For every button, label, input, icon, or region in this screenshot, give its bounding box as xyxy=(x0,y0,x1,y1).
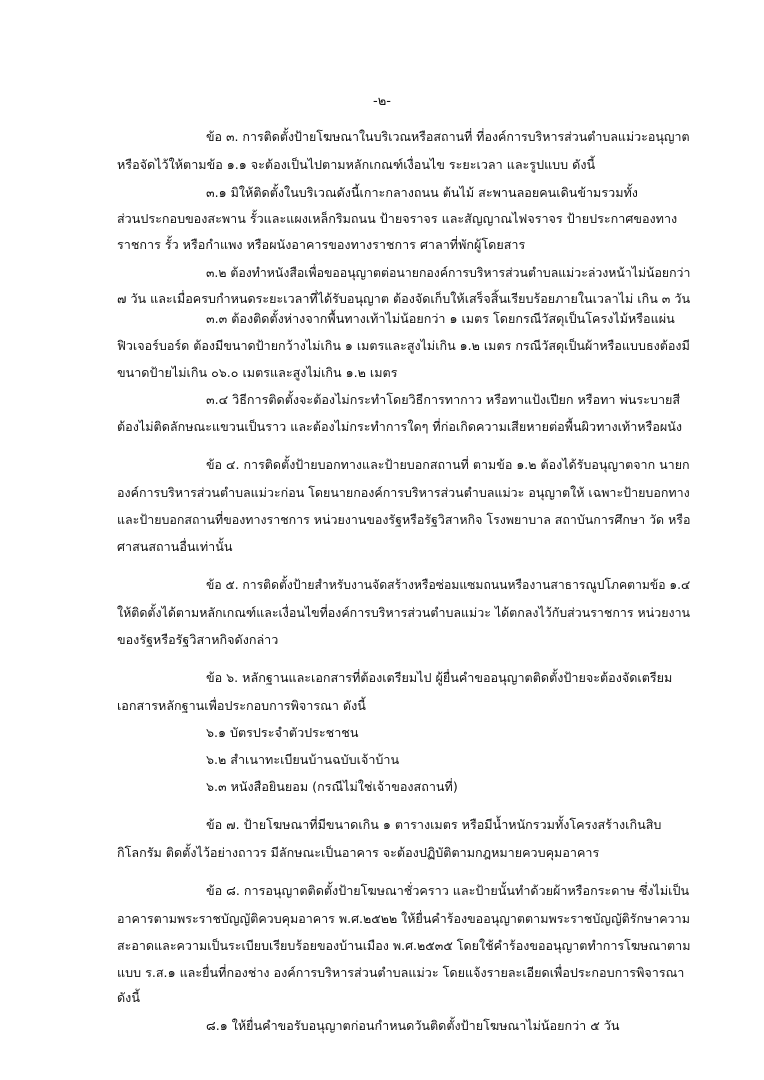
clause-3-3-line-2: ฟิวเจอร์บอร์ด ต้องมีขนาดป้ายกว้างไม่เกิน ๑ เมตรและสูงไม่เกิน ๑.๒ เมตร กรณีวัสดุเป็นผ้าหรือแบบธงต้องมี xyxy=(117,338,690,353)
clause-3-1-line-3: ราชการ รั้ว หรือกำแพง หรือผนังอาคารของทางราชการ ศาลาที่พักผู้โดยสาร xyxy=(117,237,526,252)
clause-3-1-line-1: ๓.๑ มิให้ติดตั้งในบริเวณดังนี้เกาะกลางถนน ต้นไม้ สะพานลอยคนเดินข้ามรวมทั้ง xyxy=(206,185,638,200)
page-number: -๒- xyxy=(373,94,391,109)
clause-4-line-3: และป้ายบอกสถานที่ของทางราชการ หน่วยงานของรัฐหรือรัฐวิสาหกิจ โรงพยาบาล สถาบันการศึกษา วัด หรือ xyxy=(117,512,691,527)
clause-3-line-1: ข้อ ๓. การติดตั้งป้ายโฆษณาในบริเวณหรือสถานที่ ที่องค์การบริหารส่วนตำบลแม่วะอนุญาต xyxy=(206,129,690,144)
clause-5-line-1: ข้อ ๕. การติดตั้งป้ายสำหรับงานจัดสร้างหรือซ่อมแซมถนนหรืองานสาธารณูปโภคตามข้อ ๑.๔ xyxy=(206,577,691,592)
clause-8-line-3: สะอาดและความเป็นระเบียบเรียบร้อยของบ้านเมือง พ.ศ.๒๕๓๕ โดยใช้คำร้องขออนุญาตทำการโฆษณาตาม xyxy=(117,938,691,953)
clause-3-3-line-3: ขนาดป้ายไม่เกิน ๐๖.๐ เมตรและสูงไม่เกิน ๑.๒ เมตร xyxy=(117,365,398,380)
clause-5-line-3: ของรัฐหรือรัฐวิสาหกิจดังกล่าว xyxy=(117,632,279,647)
clause-7-line-2: กิโลกรัม ติดตั้งไว้อย่างถาวร มีลักษณะเป็นอาคาร จะต้องปฏิบัติตามกฎหมายควบคุมอาคาร xyxy=(117,845,600,860)
clause-8-1: ๘.๑ ให้ยื่นคำขอรับอนุญาตก่อนกำหนดวันติดตั้งป้ายโฆษณาไม่น้อยกว่า ๕ วัน xyxy=(206,1018,620,1033)
clause-3-4-line-1: ๓.๔ วิธีการติดตั้งจะต้องไม่กระทำโดยวิธีการทากาว หรือทาแป้งเปียก หรือทา พ่นระบายสี xyxy=(206,392,681,407)
clause-6-1: ๖.๑ บัตรประจำตัวประชาชน xyxy=(206,725,359,740)
clause-6-3: ๖.๓ หนังสือยินยอม (กรณีไม่ใช่เจ้าของสถานที่) xyxy=(206,779,458,794)
clause-3-2-line-2: ๗ วัน และเมื่อครบกำหนดระยะเวลาที่ได้รับอนุญาต ต้องจัดเก็บให้เสร็จสิ้นเรียบร้อยภายในเวลาไม่ เกิน ๓ วัน xyxy=(117,291,691,306)
clause-8-line-1: ข้อ ๘. การอนุญาตติดตั้งป้ายโฆษณาชั่วคราว และป้ายนั้นทำด้วยผ้าหรือกระดาษ ซึ่งไม่เป็น xyxy=(206,883,690,898)
clause-4-line-1: ข้อ ๔. การติดตั้งป้ายบอกทางและป้ายบอกสถานที่ ตามข้อ ๑.๒ ต้องได้รับอนุญาตจาก นายก xyxy=(206,457,690,472)
clause-4-line-2: องค์การบริหารส่วนตำบลแม่วะก่อน โดยนายกองค์การบริหารส่วนตำบลแม่วะ อนุญาตให้ เฉพาะป้ายบอกทาง xyxy=(117,485,690,500)
clause-3-3-line-1: ๓.๓ ต้องติดตั้งห่างจากพื้นทางเท้าไม่น้อยกว่า ๑ เมตร โดยกรณีวัสดุเป็นโครงไม้หรือแผ่น xyxy=(206,311,675,326)
clause-7-line-1: ข้อ ๗. ป้ายโฆษณาที่มีขนาดเกิน ๑ ตารางเมตร หรือมีน้ำหนักรวมทั้งโครงสร้างเกินสิบ xyxy=(206,817,662,832)
clause-6-line-2: เอกสารหลักฐานเพื่อประกอบการพิจารณา ดังนี้ xyxy=(117,698,366,713)
clause-8-line-5: ดังนี้ xyxy=(117,990,140,1005)
clause-8-line-2: อาคารตามพระราชบัญญัติควบคุมอาคาร พ.ศ.๒๕๒๒ ให้ยื่นคำร้องขออนุญาตตามพระราชบัญญัติรักษาความ xyxy=(117,911,690,926)
clause-3-2-line-1: ๓.๒ ต้องทำหนังสือเพื่อขออนุญาตต่อนายกองค์การบริหารส่วนตำบลแม่วะล่วงหน้าไม่น้อยกว่า xyxy=(206,265,691,280)
clause-4-line-4: ศาสนสถานอื่นเท่านั้น xyxy=(117,539,233,554)
clause-3-1-line-2: ส่วนประกอบของสะพาน รั้วและแผงเหล็กริมถนน ป้ายจราจร และสัญญาณไฟจราจร ป้ายประกาศของทาง xyxy=(117,211,678,226)
clause-3-line-2: หรือจัดไว้ให้ตามข้อ ๑.๑ จะต้องเป็นไปตามหลักเกณฑ์เงื่อนไข ระยะเวลา และรูปแบบ ดังนี้ xyxy=(117,157,596,172)
clause-6-2: ๖.๒ สำเนาทะเบียนบ้านฉบับเจ้าบ้าน xyxy=(206,752,400,767)
clause-6-line-1: ข้อ ๖. หลักฐานและเอกสารที่ต้องเตรียมไป ผู้ยื่นคำขออนุญาตติดตั้งป้ายจะต้องจัดเตรียม xyxy=(206,670,673,685)
clause-3-4-line-2: ต้องไม่ติดลักษณะแขวนเป็นราว และต้องไม่กระทำการใดๆ ที่ก่อเกิดความเสียหายต่อพื้นผิวทางเท้าหรือผนัง xyxy=(117,419,683,434)
clause-5-line-2: ให้ติดตั้งได้ตามหลักเกณฑ์และเงื่อนไขที่องค์การบริหารส่วนตำบลแม่วะ ได้ตกลงไว้กับส่วนราชการ หน่วยงาน xyxy=(117,605,691,620)
clause-8-line-4: แบบ ร.ส.๑ และยื่นที่กองช่าง องค์การบริหารส่วนตำบลแม่วะ โดยแจ้งรายละเอียดเพื่อประกอบการพิจารณา xyxy=(117,965,685,980)
